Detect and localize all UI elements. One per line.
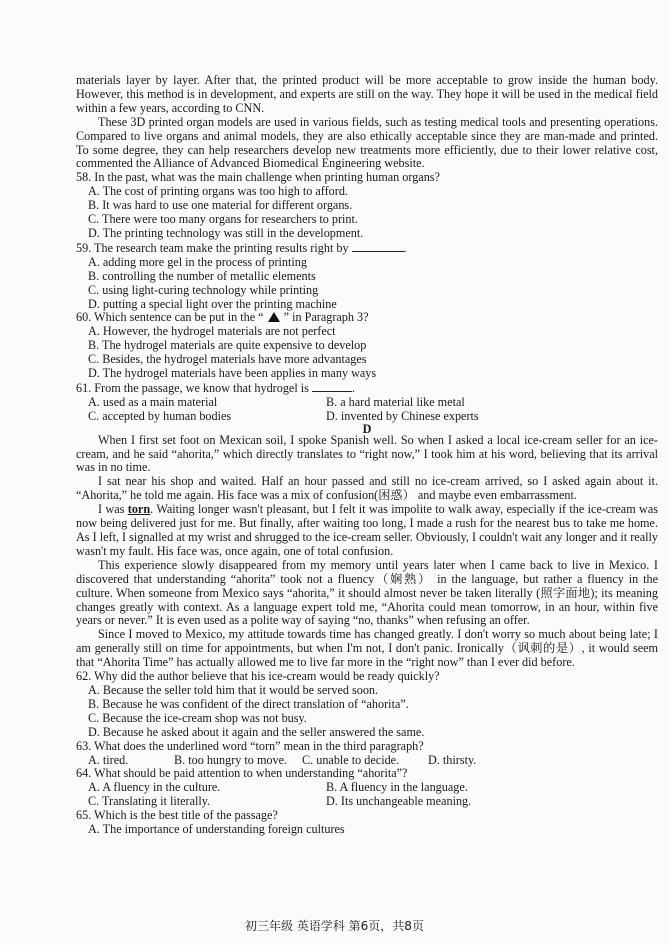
option-b: B. Because he was confident of the direct translation of “ahorita”.: [88, 696, 409, 711]
answer-blank: [352, 241, 404, 252]
question-stem: 61. From the passage, we know that hydrogel is .: [76, 380, 355, 395]
option-a: A. However, the hydrogel materials are not perfect: [88, 324, 336, 339]
option-c: C. Translating it literally.: [88, 794, 211, 809]
question-stem-text: 61. From the passage, we know that hydrogel is: [76, 380, 309, 395]
option-c: C. Because the ice-cream shop was not busy.: [88, 710, 307, 725]
option-a: A. used as a main material: [88, 394, 218, 409]
option-c: C. accepted by human bodies: [88, 408, 232, 423]
option-c: C. There were too many organs for researchers to print.: [88, 212, 358, 227]
option-b: B. It was hard to use one material for different organs.: [88, 198, 353, 213]
question-stem: 62. Why did the author believe that his ice-cream would be ready quickly?: [76, 669, 440, 684]
question-stem: 63. What does the underlined word “torn” mean in the third paragraph?: [76, 738, 424, 753]
story-text: I was: [98, 502, 125, 517]
option-a: A. The cost of printing organs was too high to afford.: [88, 184, 348, 199]
options-row: [76, 754, 658, 768]
question-stem: 65. Which is the best title of the passage?: [76, 808, 278, 823]
question-stem-text: ” in Paragraph 3?: [283, 310, 369, 325]
page-footer: 初三年级 英语学科 第6页，共8页: [245, 919, 424, 933]
question-64: [76, 767, 658, 809]
option-a: A. The importance of understanding foreign cultures: [88, 822, 345, 837]
options-row: [76, 781, 658, 795]
story-paragraph: This experience slowly disappeared from my memory until years later when I came back to live in Mexico. I discovered that understanding “ahorita” took not a fluency（娴熟） in the language, but rather a fluency in the culture. When someone from Mexico says “ahorita,” it should almost never be taken literally (照字面地); its meaning changes greatly with context. As a language expert told me, “Ahorita could mean tomorrow, in an hour, within five years or never.” It is even used as a polite way of saying “no, thanks” when refusing an offer.: [76, 557, 658, 628]
question-60: [76, 311, 658, 381]
option-b: B. a hard material like metal: [326, 394, 465, 409]
passage-c-paragraph: materials layer by layer. After that, the printed product will be more acceptable to grow inside the human body. However, this method is in development, and experts are still on the way. They hope it will be used in the medical field within a few years, according to CNN.: [76, 73, 658, 115]
question-63: [76, 740, 658, 768]
story-paragraph: When I first set foot on Mexican soil, I spoke Spanish well. So when I asked a local ice-cream seller for an ice-cream, and he said “ahorita,” which directly translates to “right now,” I took him at his word, believing that its arrival was in no time.: [76, 432, 658, 475]
question-stem-text: 60. Which sentence can be put in the “: [76, 310, 264, 325]
option-d: D. Because he asked about it again and the seller answered the same.: [88, 724, 425, 739]
question-stem: 64. What should be paid attention to when understanding “ahorita”?: [76, 766, 408, 781]
option-c: C. using light-curing technology while printing: [88, 282, 319, 297]
question-stem: [76, 311, 658, 325]
option-a: A. A fluency in the culture.: [88, 780, 221, 795]
options-row: [76, 795, 658, 809]
option-a: A. adding more gel in the process of printing: [88, 254, 307, 269]
question-62: [76, 670, 658, 740]
option-b: B. controlling the number of metallic elements: [88, 268, 316, 283]
options-row: [76, 396, 658, 410]
option-c: C. Besides, the hydrogel materials have more advantages: [88, 352, 367, 367]
question-stem: 58. In the past, what was the main challenge when printing human organs?: [76, 170, 440, 185]
underlined-word-torn: torn: [127, 502, 151, 517]
option-d: D. thirsty.: [428, 752, 477, 767]
option-b: B. A fluency in the language.: [326, 780, 468, 795]
option-d: D. The hydrogel materials have been applies in many ways: [88, 366, 377, 381]
question-61: [76, 381, 658, 424]
question-59: [76, 241, 658, 312]
option-b: B. The hydrogel materials are quite expensive to develop: [88, 338, 367, 353]
question-stem: 59. The research team make the printing results right by .: [76, 240, 407, 255]
option-a: A. tired.: [88, 752, 129, 767]
question-stem-text: 59. The research team make the printing results right by: [76, 240, 349, 255]
option-d: D. The printing technology was still in the development.: [88, 225, 364, 240]
triangle-blank-icon: [268, 312, 280, 322]
story-paragraph: I was torn. Waiting longer wasn't pleasant, but I felt it was impolite to walk away, especially if the ice-cream was now being delivered just for me. But finally, after waiting too long, I made a rush for the nearest bus to take me home. As I left, I signalled at my wrist and shrugged to the ice-cream seller. Obviously, I couldn't wait any longer and it really wasn't my fault. His face was, once again, one of total confusion.: [76, 502, 659, 558]
story-text: Waiting longer wasn't pleasant, but I felt it was impolite to walk away, especially if the ice-cream was now being delivered just for me. But finally, after waiting too long, I made a rush for the nearest bus to take me home. As I left, I signalled at my wrist and shrugged to the ice-cream seller. Obviously, I couldn't wait any longer and it really wasn't my fault. His face was, once again, one of total confusion.: [76, 502, 659, 558]
question-65: [76, 809, 658, 837]
page-content: [76, 74, 658, 837]
section-label: D: [362, 421, 372, 436]
story-paragraph: I sat near his shop and waited. Half an hour passed and still no ice-cream arrived, so I asked again about it. “Ahorita,” he told me again. His face was a mix of confusion(困惑） and maybe even embarrassment.: [76, 474, 658, 503]
question-58: [76, 171, 658, 241]
passage-c-paragraph: These 3D printed organ models are used in various fields, such as testing medical tools and presenting operations. Compared to live organs and animal models, they are also ethically acceptable since they are man-made and printed. To some degree, they can help researchers develop new treatments more efficiently, due to their lower relative cost, commented the Alliance of Advanced Biomedical Engineering website.: [76, 114, 658, 171]
option-d: D. Its unchangeable meaning.: [326, 794, 472, 809]
option-a: A. Because the seller told him that it would be served soon.: [88, 682, 379, 697]
answer-blank: [312, 381, 352, 392]
story-paragraph: Since I moved to Mexico, my attitude towards time has changed greatly. I don't worry so much about being late; I am generally still on time for appointments, but when I'm not, I don't panic. Ironically（讽刺的是）, it would seem that “Ahorita Time” has actually allowed me to live far more in the “right now” than I ever did before.: [76, 627, 658, 670]
option-d: D. putting a special light over the printing machine: [88, 296, 337, 311]
option-b: B. too hungry to move.: [174, 752, 288, 767]
option-d: D. invented by Chinese experts: [326, 408, 479, 423]
option-c: C. unable to decide.: [302, 752, 400, 767]
